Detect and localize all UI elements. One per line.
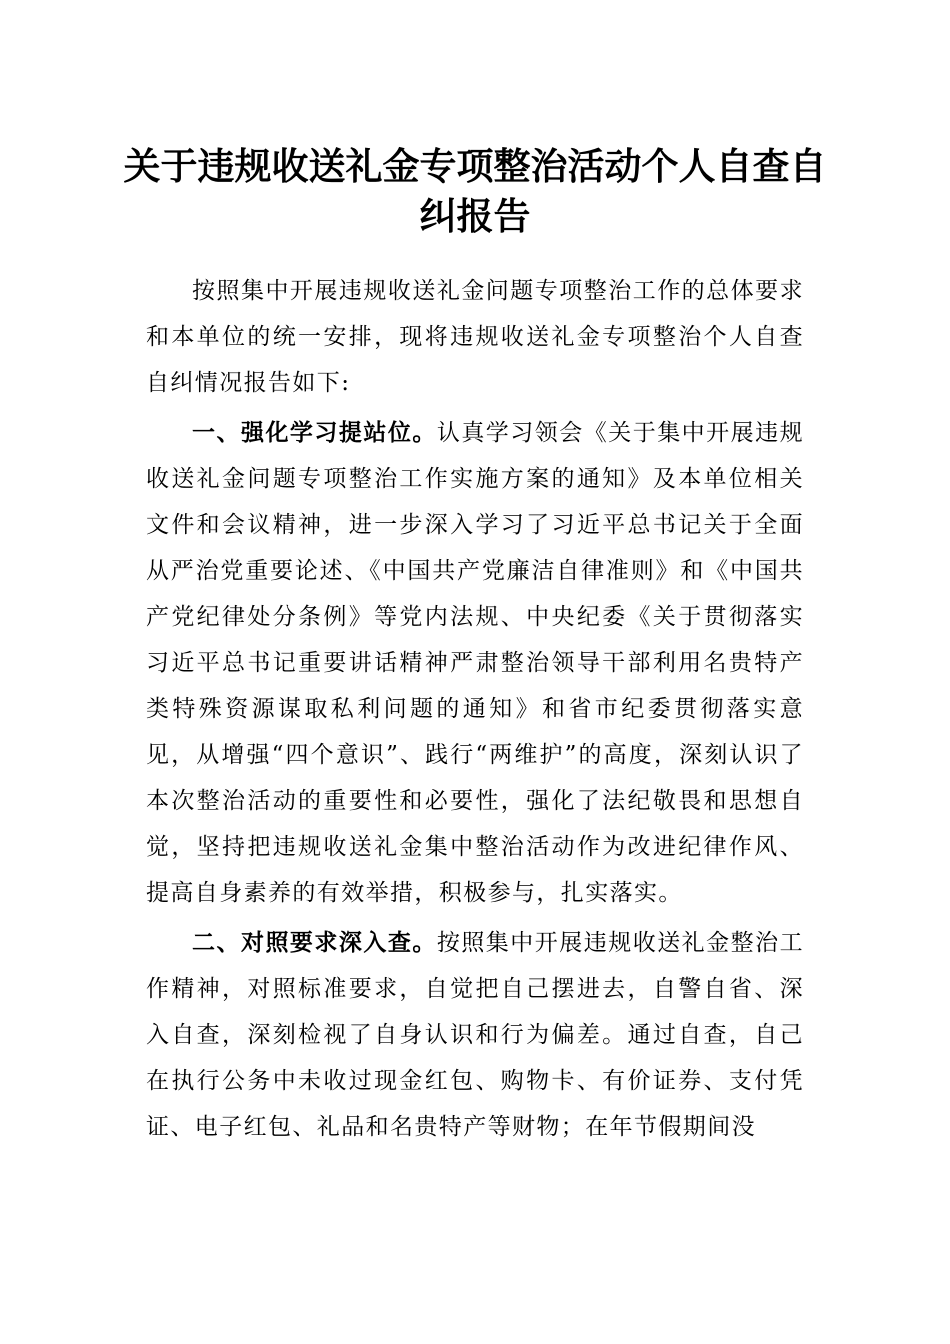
paragraph-section-1: [146, 410, 804, 916]
document-body: [146, 268, 804, 1150]
document-title: 关于违规收送礼金专项整治活动个人自查自纠报告: [123, 145, 827, 238]
section-2-heading: 二、对照要求深入查。: [192, 930, 437, 956]
paragraph-intro: [146, 268, 804, 406]
section-1-text: 认真学习领会《关于集中开展违规收送礼金问题专项整治工作实施方案的通知》及本单位相关文件和会议精神，进一步深入学习了习近平总书记关于全面从严治党重要论述、《中国共产党廉洁自律准则》和《中国共产党纪律处分条例》等党内法规、中央纪委《关于贯彻落实习近平总书记重要讲话精神严肃整治领导干部利用名贵特产类特殊资源谋取私利问题的通知》和省市纪委贯彻落实意见，从增强“四个意识”、践行“两维护”的高度，深刻认识了本次整治活动的重要性和必要性，强化了法纪敬畏和思想自觉，坚持把违规收送礼金集中整治活动作为改进纪律作风、提高自身素养的有效举措，积极参与，扎实落实。: [146, 420, 805, 906]
paragraph-section-2: [146, 920, 804, 1150]
section-2-text: 按照集中开展违规收送礼金整治工作精神，对照标准要求，自觉把自己摆进去，自警自省、深入自查，深刻检视了自身认识和行为偏差。通过自查，自己在执行公务中未收过现金红包、购物卡、有价证券、支付凭证、电子红包、礼品和名贵特产等财物；在年节假期间没: [146, 930, 805, 1140]
paragraph-intro-text: 按照集中开展违规收送礼金问题专项整治工作的总体要求和本单位的统一安排，现将违规收送礼金专项整治个人自查自纠情况报告如下:: [146, 278, 804, 396]
section-1-heading: 一、强化学习提站位。: [192, 420, 437, 446]
